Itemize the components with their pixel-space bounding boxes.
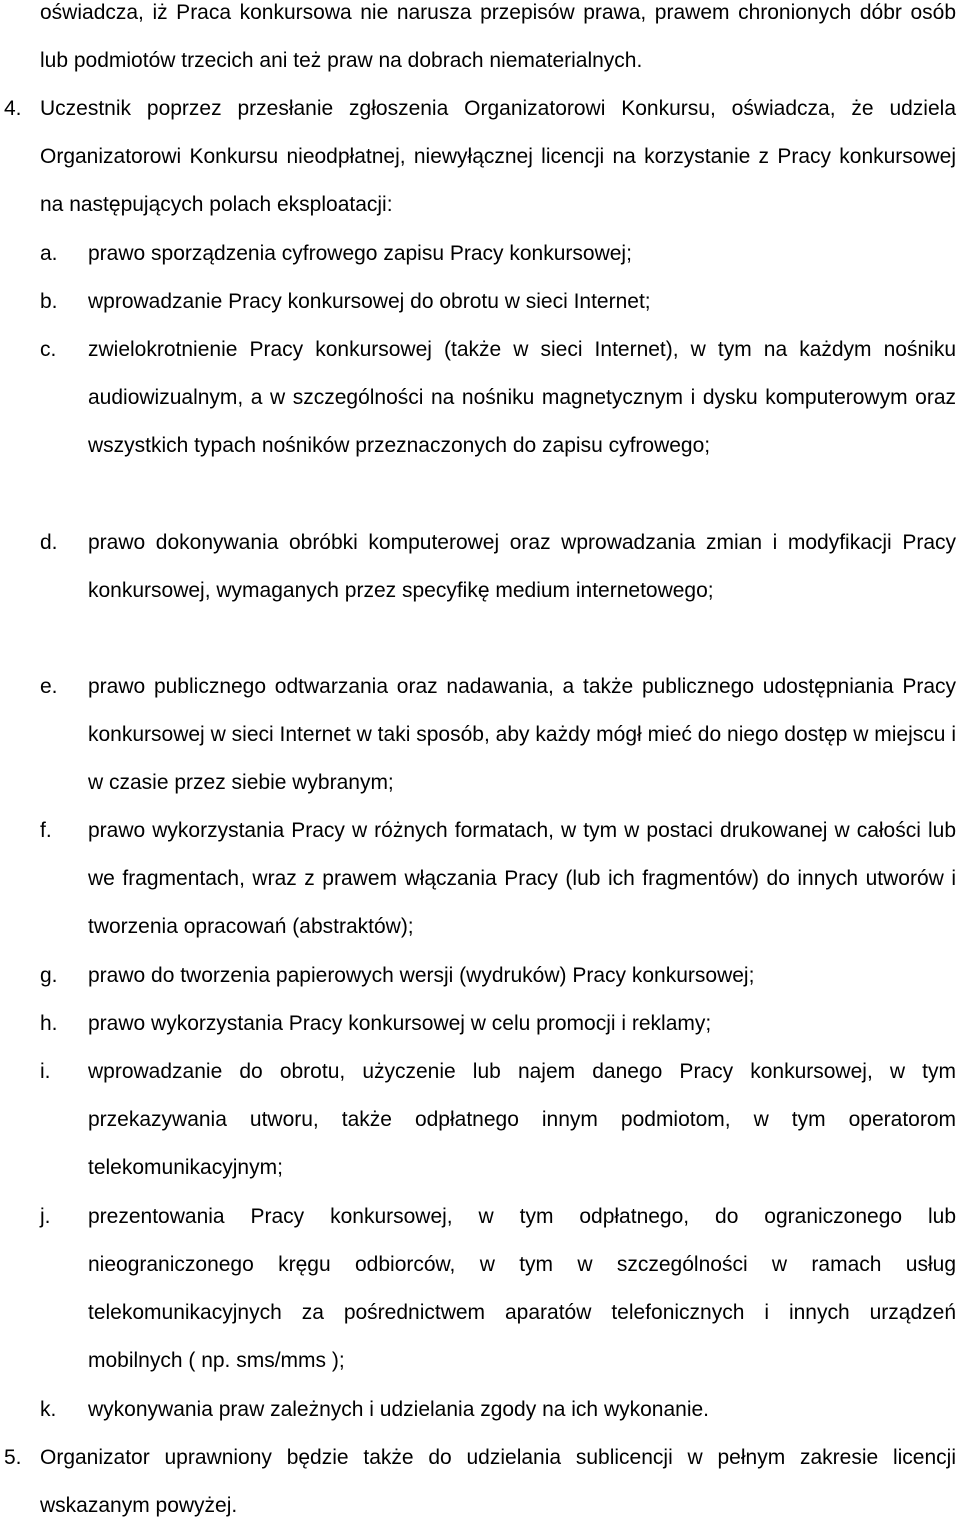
list-item-label: g.	[40, 964, 58, 987]
point-5-number: 5.	[4, 1446, 22, 1469]
list-item-label: a.	[40, 242, 58, 265]
list-item-label: e.	[40, 675, 58, 698]
list-item-text: prezentowania Pracy konkursowej, w tym odpłatnego, do ograniczonego lub nieograniczonego kręgu odbiorców, w tym w szczególności w ramach usług telekomunikacyjnych za pośrednictwem aparatów telefonicznych i innych urządzeń mobilnych ( np. sms/mms );	[88, 1205, 956, 1372]
list-item-label: d.	[40, 531, 58, 554]
list-item-text: prawo wykorzystania Pracy konkursowej w celu promocji i reklamy;	[88, 1012, 712, 1035]
point-4-text: Uczestnik poprzez przesłanie zgłoszenia Organizatorowi Konkursu, oświadcza, że udziela Organizatorowi Konkursu nieodpłatnej, niewyłącznej licencji na korzystanie z Pracy konkursowej na następujących polach eksploatacji:	[40, 97, 956, 216]
point-5-text: Organizator uprawniony będzie także do udzielania sublicencji w pełnym zakresie licencji wskazanym powyżej.	[40, 1446, 956, 1517]
list-item-label: c.	[40, 338, 57, 361]
list-item-text: prawo publicznego odtwarzania oraz nadawania, a także publicznego udostępniania Pracy konkursowej w sieci Internet w taki sposób, aby każdy mógł mieć do niego dostęp w miejscu i w czasie przez siebie wybranym;	[88, 675, 956, 794]
list-item-text: wprowadzanie Pracy konkursowej do obrotu w sieci Internet;	[88, 290, 651, 313]
list-item-text: prawo sporządzenia cyfrowego zapisu Pracy konkursowej;	[88, 242, 632, 265]
list-item-text: prawo dokonywania obróbki komputerowej oraz wprowadzania zmian i modyfikacji Pracy konkursowej, wymaganych przez specyfikę medium internetowego;	[88, 531, 956, 602]
list-item-label: j.	[40, 1205, 51, 1228]
list-item-label: i.	[40, 1060, 51, 1083]
list-item-label: h.	[40, 1012, 58, 1035]
list-item-label: k.	[40, 1398, 57, 1421]
intro-paragraph: oświadcza, iż Praca konkursowa nie narusza przepisów prawa, prawem chronionych dóbr osób lub podmiotów trzecich ani też praw na dobrach niematerialnych.	[40, 1, 956, 72]
list-item-text: wprowadzanie do obrotu, użyczenie lub najem danego Pracy konkursowej, w tym przekazywania utworu, także odpłatnego innym podmiotom, w tym operatorom telekomunikacyjnym;	[88, 1060, 956, 1179]
point-4-number: 4.	[4, 97, 22, 120]
list-item-text: prawo wykorzystania Pracy w różnych formatach, w tym w postaci drukowanej w całości lub we fragmentach, wraz z prawem włączania Pracy (lub ich fragmentów) do innych utworów i tworzenia opracowań (abstraktów);	[88, 819, 956, 938]
list-item-text: wykonywania praw zależnych i udzielania zgody na ich wykonanie.	[88, 1398, 710, 1421]
list-item-label: b.	[40, 290, 58, 313]
list-item-text: zwielokrotnienie Pracy konkursowej (także w sieci Internet), w tym na każdym nośniku audiowizualnym, a w szczególności na nośniku magnetycznym i dysku komputerowym oraz wszystkich typach nośników przeznaczonych do zapisu cyfrowego;	[88, 338, 956, 457]
list-item-label: f.	[40, 819, 52, 842]
list-item-text: prawo do tworzenia papierowych wersji (wydruków) Pracy konkursowej;	[88, 964, 755, 987]
